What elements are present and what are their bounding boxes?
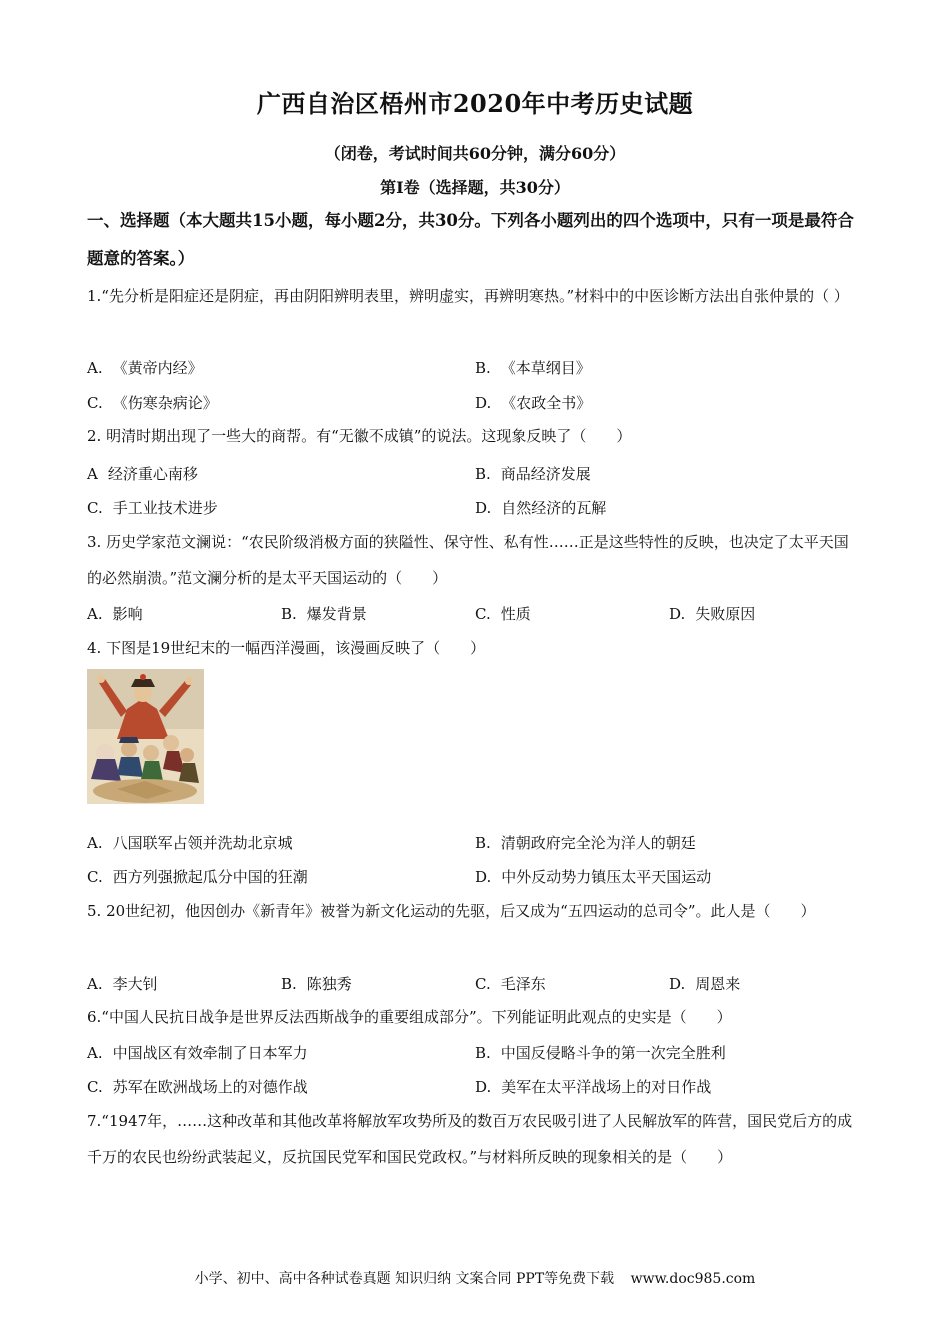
option-label: B. [475,834,491,852]
cartoon-image [87,669,204,804]
page-footer [0,1268,950,1288]
option-label: D. [475,499,492,517]
question-4-stem: 4. 下图是19世纪末的一幅西洋漫画，该漫画反映了（ ） [87,639,486,657]
option-label: C. [475,605,491,623]
question-3-option-a [87,604,143,624]
option-text: 周恩来 [695,975,741,993]
question-5-option-c [475,974,546,994]
option-label: A. [87,605,103,623]
option-label: B. [281,605,297,623]
option-label: A. [87,975,103,993]
question-4-option-b [475,833,696,853]
question-2-option-d [475,498,606,518]
question-1-stem: 1.“先分析是阳症还是阴症，再由阴阳辨明表里，辨明虚实，再辨明寒热。”材料中的中医诊断方法出自张仲景的（ ） [87,287,849,305]
option-text: 《黄帝内经》 [112,359,203,377]
option-text: 清朝政府完全沦为洋人的朝廷 [500,834,696,852]
option-label: A. [87,359,103,377]
option-text: 八国联军占领并洗劫北京城 [112,834,293,852]
option-text: 爆发背景 [306,605,367,623]
question-6-option-b [475,1043,726,1063]
question-5-option-d [669,974,740,994]
option-label: D. [475,1078,492,1096]
question-7-stem: 7.“1947年，……这种改革和其他改革将解放军攻势所及的数百万农民吸引进了人民解放军的阵营，国民党后方的成千万的农民也纷纷武装起义，反抗国民党军和国民党政权。”与材料所反映的现象相关的是（ ） [87,1112,853,1166]
question-2-option-b [475,464,591,484]
option-label: C. [87,394,103,412]
option-label: D. [475,394,492,412]
option-text: 西方列强掀起瓜分中国的狂潮 [112,868,308,886]
question-3-option-c [475,604,531,624]
question-1-option-d [475,393,591,413]
question-6-option-c [87,1077,308,1097]
option-text: 商品经济发展 [500,465,591,483]
option-label: D. [475,868,492,886]
exam-title: 广西自治区梧州市2020年中考历史试题 [256,89,694,118]
option-text: 影响 [112,605,143,623]
question-1-option-c [87,393,218,413]
question-1-option-a [87,358,203,378]
option-text: 苏军在欧洲战场上的对德作战 [112,1078,308,1096]
question-1-option-b [475,358,591,378]
question-3-stem: 3. 历史学家范文澜说：“农民阶级消极方面的狭隘性、保守性、私有性……正是这些特性的反映，也决定了太平天国的必然崩溃。”范文澜分析的是太平天国运动的（ ） [87,533,849,587]
exam-subtitle: （闭卷，考试时间共60分钟，满分60分） [324,144,626,163]
section-instruction: 一、选择题（本大题共15小题，每小题2分，共30分。下列各小题列出的四个选项中，只有一项是最符合题意的答案。） [87,211,854,268]
option-label: B. [475,465,491,483]
option-label: A. [87,834,103,852]
question-5-option-a [87,974,158,994]
question-5-stem: 5. 20世纪初，他因创办《新青年》被誉为新文化运动的先驱，后又成为“五四运动的总司令”。此人是（ ） [87,902,816,920]
question-3-option-b [281,604,367,624]
question-4-option-d [475,867,711,887]
footer-text: 小学、初中、高中各种试卷真题 知识归纳 文案合同 PPT等免费下载 [194,1271,615,1287]
option-text: 毛泽东 [500,975,546,993]
option-text: 中国战区有效牵制了日本军力 [112,1044,308,1062]
option-text: 陈独秀 [306,975,352,993]
option-label: B. [475,359,491,377]
option-text: 手工业技术进步 [112,499,218,517]
option-label: B. [281,975,297,993]
option-text: 经济重心南移 [107,465,198,483]
option-text: 自然经济的瓦解 [501,499,607,517]
question-2-stem: 2. 明清时期出现了一些大的商帮。有“无徽不成镇”的说法。这现象反映了（ ） [87,427,632,445]
option-label: A. [87,1044,103,1062]
question-6-stem: 6.“中国人民抗日战争是世界反法西斯战争的重要组成部分”。下列能证明此观点的史实是（ ） [87,1008,732,1026]
option-label: D. [669,975,686,993]
footer-site-link[interactable]: www.doc985.com [630,1271,756,1287]
option-label: D. [669,605,686,623]
option-text: 美军在太平洋战场上的对日作战 [501,1078,712,1096]
question-6-option-d [475,1077,711,1097]
option-text: 李大钊 [112,975,158,993]
question-4-option-a [87,833,293,853]
option-text: 中国反侵略斗争的第一次完全胜利 [500,1044,726,1062]
question-3-option-d [669,604,755,624]
option-label: C. [87,868,103,886]
option-text: 《伤寒杂病论》 [112,394,218,412]
question-6-option-a [87,1043,308,1063]
question-2-option-c [87,498,218,518]
section-title: 第Ⅰ卷（选择题，共30分） [380,178,570,197]
question-4-option-c [87,867,308,887]
option-label: C. [475,975,491,993]
option-text: 性质 [500,605,531,623]
option-label: C. [87,1078,103,1096]
option-text: 《农政全书》 [501,394,592,412]
option-label: C. [87,499,103,517]
option-label: B. [475,1044,491,1062]
question-2-option-a [87,464,198,484]
option-label: A [87,465,98,483]
option-text: 《本草纲目》 [500,359,591,377]
question-5-option-b [281,974,352,994]
option-text: 中外反动势力镇压太平天国运动 [501,868,712,886]
option-text: 失败原因 [695,605,756,623]
